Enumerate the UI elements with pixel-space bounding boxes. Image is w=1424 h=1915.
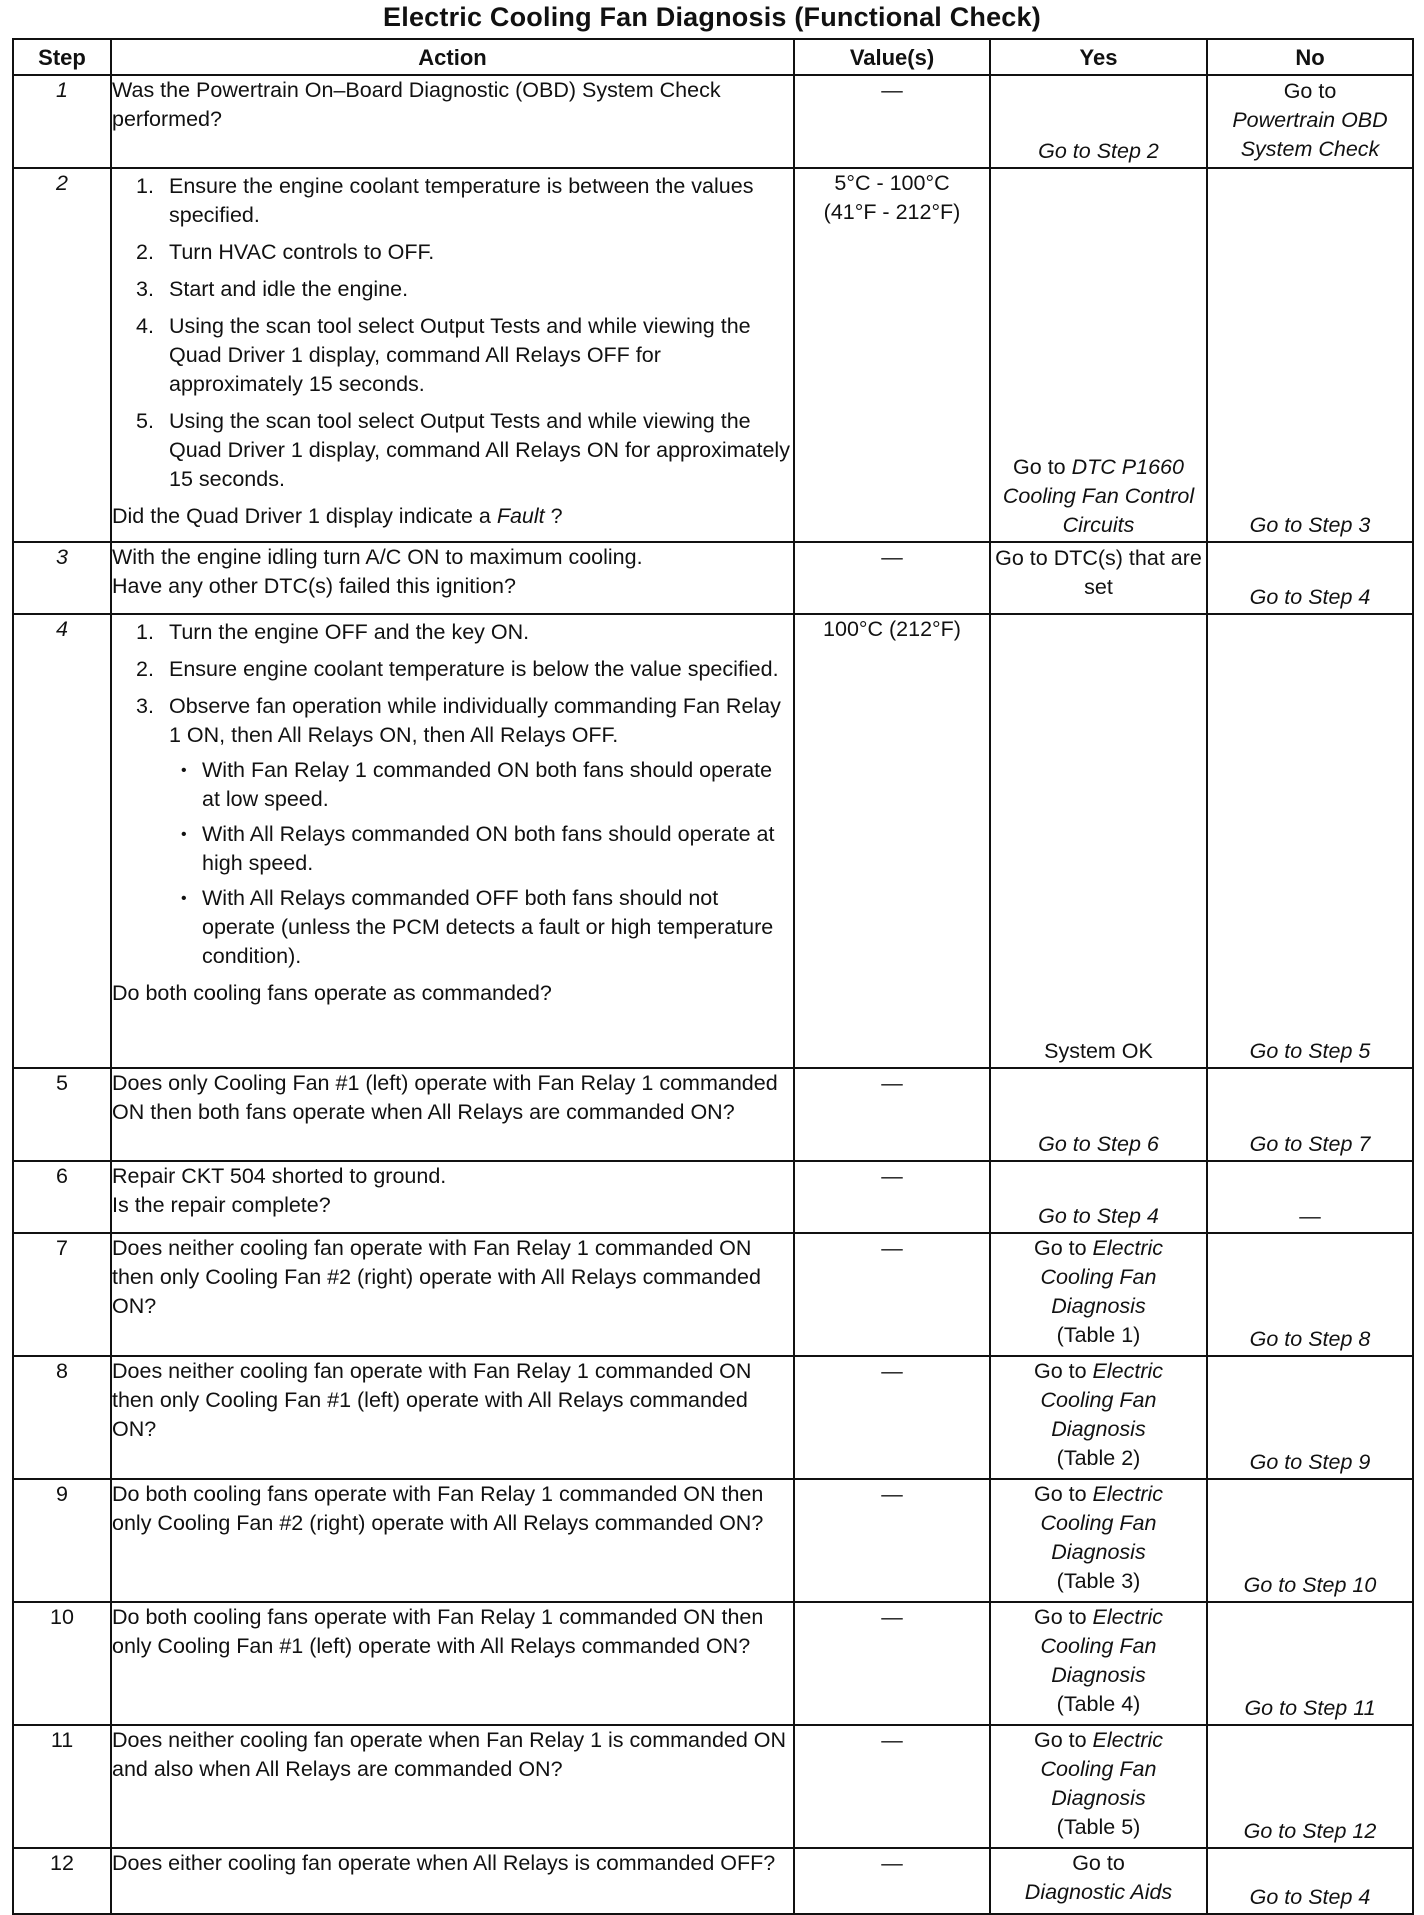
list-item: 1. Turn the engine OFF and the key ON.: [136, 620, 530, 644]
yes-text: Go to Electric Cooling Fan Diagnosis (Table 5): [1033, 1728, 1164, 1839]
yes-text-line1: Go to: [1072, 1851, 1125, 1875]
no-cell: [1207, 1161, 1413, 1233]
step-number: 9: [13, 1479, 111, 1602]
no-text: Go to Step 4: [1249, 585, 1371, 609]
table-row-step-7: [13, 1233, 1413, 1356]
value-cell: [794, 75, 990, 168]
question-text: Is the repair complete?: [112, 1193, 331, 1217]
action-cell: Do both cooling fans operate with Fan Relay 1 commanded ON then only Cooling Fan #1 (left) operate with All Relays commanded ON?: [111, 1602, 794, 1725]
no-text: —: [1299, 1204, 1321, 1228]
value-cell: —: [794, 1068, 990, 1161]
no-cell: [1207, 1356, 1413, 1479]
value-cell: 100°C (212°F): [794, 614, 990, 1068]
table-row-step-11: [13, 1725, 1413, 1848]
no-text: Go to Step 9: [1249, 1450, 1371, 1474]
action-text: With the engine idling turn A/C ON to maximum cooling.: [112, 545, 643, 569]
no-text: Go to Step 11: [1244, 1696, 1376, 1720]
value-cell: —: [794, 1233, 990, 1356]
no-cell: [1207, 75, 1413, 168]
yes-text: Go to Step 4: [1038, 1204, 1159, 1228]
yes-cell: [990, 1233, 1207, 1356]
action-cell: [111, 542, 794, 614]
yes-cell: [990, 1068, 1207, 1161]
no-cell: [1207, 1725, 1413, 1848]
value-cell: [794, 168, 990, 542]
no-text: Go to Step 12: [1243, 1819, 1377, 1843]
list-item: 5. Using the scan tool select Output Tests and while viewing the Quad Driver 1 display, command All Relays ON for approximately 15 seconds.: [136, 409, 790, 491]
action-cell: [111, 168, 794, 542]
value-cell: —: [794, 1602, 990, 1725]
value-cell: —: [794, 1356, 990, 1479]
no-text-line1: Go to: [1283, 79, 1337, 103]
header-action: Action: [111, 39, 794, 75]
yes-text: Go to Electric Cooling Fan Diagnosis (Table 3): [1033, 1482, 1164, 1593]
yes-cell: [990, 1479, 1207, 1602]
action-cell: Does only Cooling Fan #1 (left) operate with Fan Relay 1 commanded ON then both fans operate when All Relays are commanded ON?: [111, 1068, 794, 1161]
step-number: 5: [13, 1068, 111, 1161]
question-text: Do both cooling fans operate as commanded?: [112, 981, 552, 1005]
yes-text-line2: Diagnostic Aids: [1024, 1880, 1173, 1904]
action-cell: Do both cooling fans operate with Fan Relay 1 commanded ON then only Cooling Fan #2 (right) operate with All Relays commanded ON?: [111, 1479, 794, 1602]
question-text: Did the Quad Driver 1 display indicate a Fault ?: [112, 504, 563, 528]
table-row-step-1: [13, 75, 1413, 168]
list-item: • With All Relays commanded ON both fans should operate at high speed.: [169, 820, 793, 878]
procedure-list: [112, 172, 793, 494]
yes-text: Go to DTC(s) that are set: [995, 546, 1202, 599]
step-number: 6: [13, 1161, 111, 1233]
step-number: 10: [13, 1602, 111, 1725]
no-cell: [1207, 614, 1413, 1068]
step-number: 4: [13, 614, 111, 1068]
no-cell: [1207, 542, 1413, 614]
header-yes: Yes: [990, 39, 1207, 75]
list-item: • With Fan Relay 1 commanded ON both fans should operate at low speed.: [169, 756, 793, 814]
yes-text: Go to DTC P1660 Cooling Fan Control Circuits: [1002, 455, 1195, 537]
list-item: • With All Relays commanded OFF both fans should not operate (unless the PCM detects a fault or high temperature condition).: [169, 884, 793, 971]
step-number: 12: [13, 1848, 111, 1914]
no-text: Go to Step 10: [1243, 1573, 1377, 1597]
diagnosis-table: [12, 38, 1414, 1915]
yes-text: Go to Step 6: [1038, 1132, 1159, 1156]
value-cell: —: [794, 542, 990, 614]
list-item: 2. Ensure engine coolant temperature is below the value specified.: [136, 657, 779, 681]
step-number: 11: [13, 1725, 111, 1848]
question-text: Have any other DTC(s) failed this ignition?: [112, 574, 516, 598]
procedure-list: [112, 618, 793, 971]
no-cell: [1207, 1479, 1413, 1602]
action-cell: Does neither cooling fan operate with Fan Relay 1 commanded ON then only Cooling Fan #2 (right) operate with All Relays commanded ON?: [111, 1233, 794, 1356]
yes-cell: [990, 1602, 1207, 1725]
action-cell: Does either cooling fan operate when All Relays is commanded OFF?: [111, 1848, 794, 1914]
step-number: 3: [13, 542, 111, 614]
action-cell: [111, 75, 794, 168]
no-cell: [1207, 168, 1413, 542]
no-text: Go to Step 8: [1249, 1327, 1371, 1351]
table-row-step-8: [13, 1356, 1413, 1479]
bullet-list: [169, 756, 793, 971]
table-row-step-4: [13, 614, 1413, 1068]
yes-cell: [990, 1356, 1207, 1479]
yes-cell: [990, 614, 1207, 1068]
header-step: Step: [13, 39, 111, 75]
no-text: Go to Step 7: [1249, 1132, 1371, 1156]
step-number: 2: [13, 168, 111, 542]
no-text: Go to Step 4: [1249, 1885, 1371, 1909]
table-header-row: [13, 39, 1413, 75]
step-number: 1: [13, 75, 111, 168]
list-item: 2. Turn HVAC controls to OFF.: [136, 240, 435, 264]
yes-cell: [990, 168, 1207, 542]
table-row-step-3: [13, 542, 1413, 614]
no-cell: [1207, 1602, 1413, 1725]
value-cell: —: [794, 1161, 990, 1233]
yes-text: System OK: [1044, 1039, 1153, 1063]
list-item: 4. Using the scan tool select Output Tests and while viewing the Quad Driver 1 display, command All Relays OFF for approximately 15 seconds.: [136, 314, 751, 396]
header-value: Value(s): [794, 39, 990, 75]
table-row-step-9: [13, 1479, 1413, 1602]
action-cell: Repair CKT 504 shorted to ground. Is the repair complete?: [111, 1161, 794, 1233]
action-cell: Does neither cooling fan operate with Fan Relay 1 commanded ON then only Cooling Fan #1 (left) operate with All Relays commanded ON?: [111, 1356, 794, 1479]
action-cell: Does neither cooling fan operate when Fan Relay 1 is commanded ON and also when All Relays are commanded ON?: [111, 1725, 794, 1848]
table-row-step-6: [13, 1161, 1413, 1233]
table-row-step-5: [13, 1068, 1413, 1161]
action-cell: [111, 614, 794, 1068]
yes-cell: [990, 1848, 1207, 1914]
no-cell: [1207, 1068, 1413, 1161]
yes-cell: [990, 542, 1207, 614]
value-text: —: [881, 78, 903, 102]
table-row-step-10: [13, 1602, 1413, 1725]
table-row-step-12: [13, 1848, 1413, 1914]
no-text-line2: Powertrain OBD System Check: [1232, 108, 1388, 161]
yes-text: Go to Electric Cooling Fan Diagnosis (Table 2): [1033, 1359, 1164, 1470]
yes-cell: [990, 1161, 1207, 1233]
list-item: 3. Start and idle the engine.: [136, 277, 409, 301]
no-text: Go to Step 3: [1249, 513, 1371, 537]
header-no: No: [1207, 39, 1413, 75]
value-cell: —: [794, 1479, 990, 1602]
yes-text: Go to Electric Cooling Fan Diagnosis (Table 4): [1033, 1605, 1164, 1716]
step-number: 7: [13, 1233, 111, 1356]
value-range-fahrenheit: (41°F - 212°F): [823, 200, 961, 224]
page-title: Electric Cooling Fan Diagnosis (Functional Check): [383, 2, 1041, 32]
step-number: 8: [13, 1356, 111, 1479]
value-range-celsius: 5°C - 100°C: [834, 171, 950, 195]
value-cell: —: [794, 1848, 990, 1914]
list-item: 3. Observe fan operation while individually commanding Fan Relay 1 ON, then All Relays ON, then All Relays OFF. • With Fan Relay 1 commanded ON both fans should operate at low speed. • With All Relays commanded ON both fans should operate at high speed. • With All Relays commanded OFF both fans should not operate (unless the PCM detects a fault or high temperature condition).: [136, 692, 793, 971]
value-cell: —: [794, 1725, 990, 1848]
no-cell: [1207, 1848, 1413, 1914]
action-text: Was the Powertrain On–Board Diagnostic (OBD) System Check performed?: [112, 78, 721, 131]
yes-text: Go to Electric Cooling Fan Diagnosis (Table 1): [1033, 1236, 1164, 1347]
yes-cell: [990, 1725, 1207, 1848]
table-row-step-2: [13, 168, 1413, 542]
no-cell: [1207, 1233, 1413, 1356]
yes-cell: [990, 75, 1207, 168]
list-item: 1. Ensure the engine coolant temperature is between the values specified.: [136, 174, 754, 227]
no-text: Go to Step 5: [1249, 1039, 1371, 1063]
yes-text: Go to Step 2: [1038, 139, 1159, 163]
